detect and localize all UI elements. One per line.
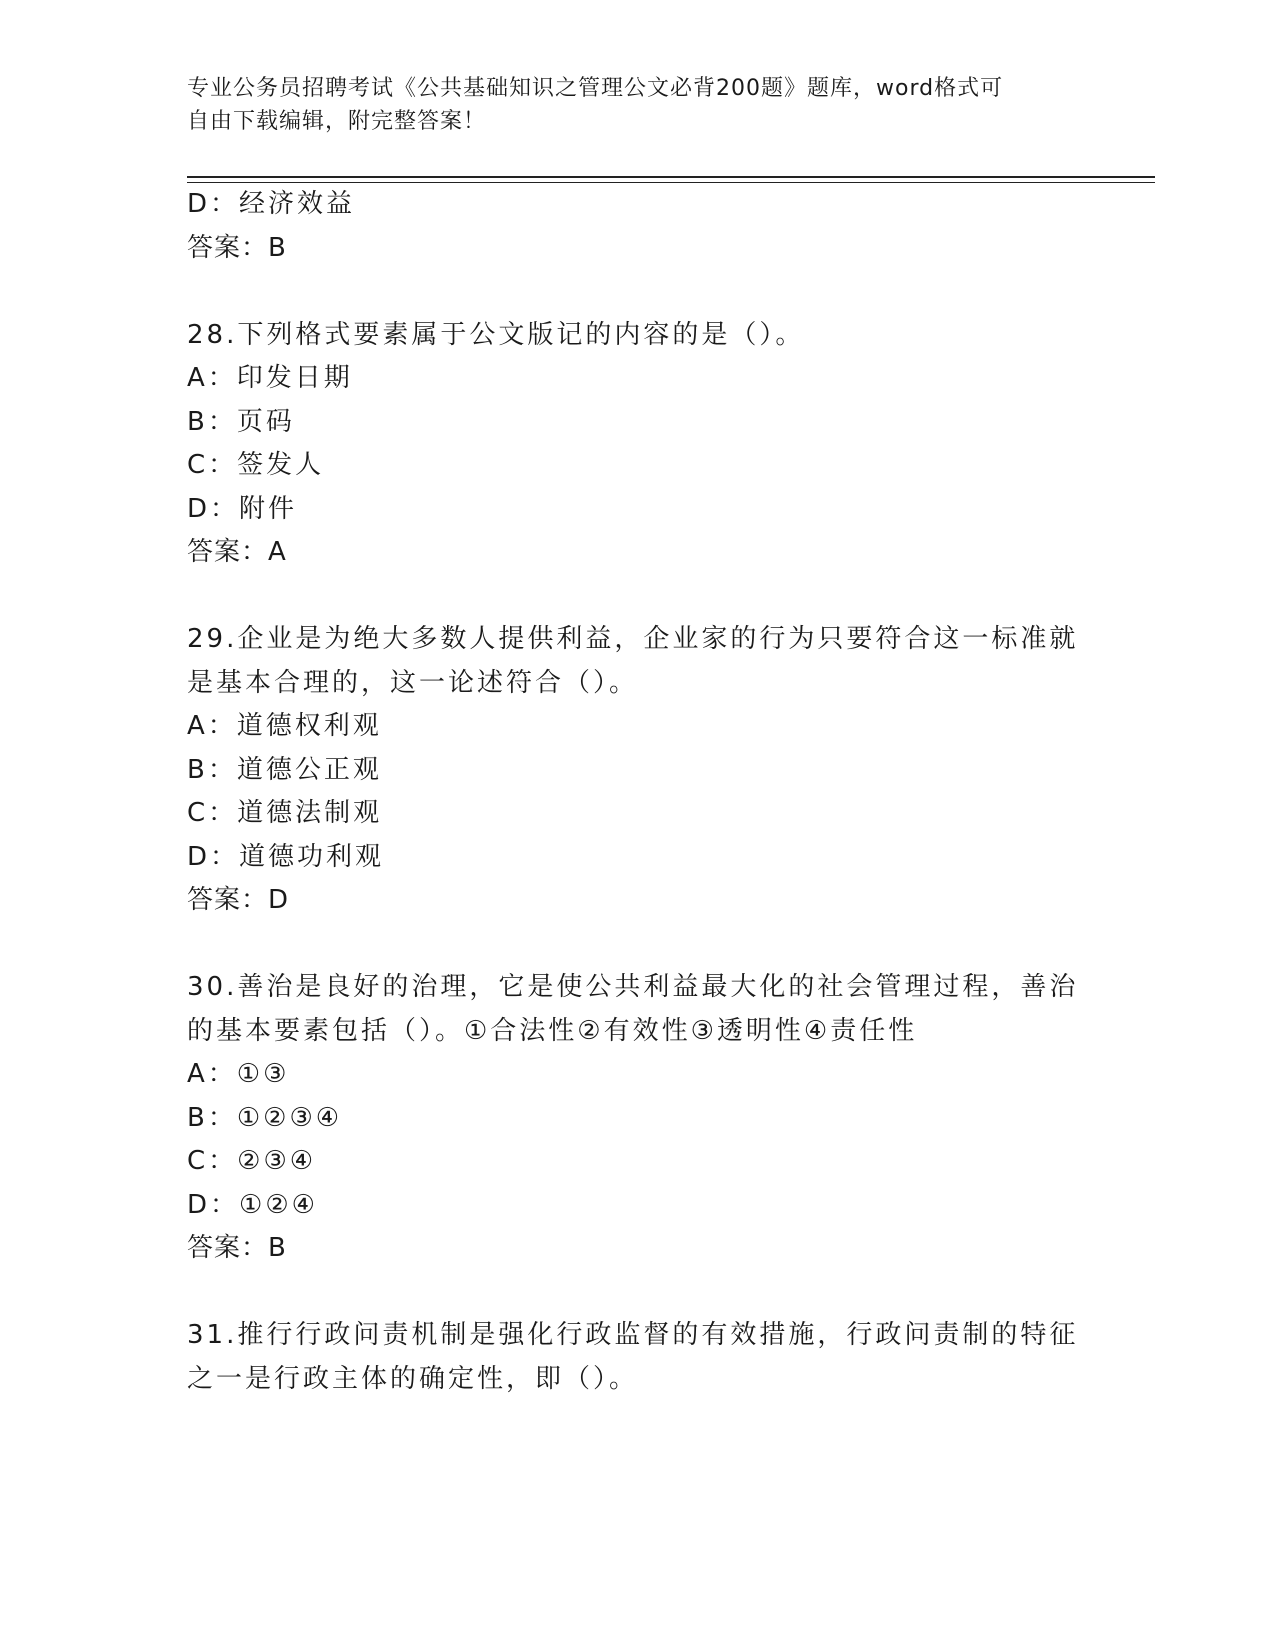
q29-option-c: C：道德法制观: [187, 798, 383, 828]
q29-text-line-1: 29.企业是为绝大多数人提供利益，企业家的行为只要符合这一标准就: [187, 624, 1079, 654]
q31-text-line-2: 之一是行政主体的确定性，即（）。: [187, 1364, 639, 1394]
q29-option-a: A：道德权利观: [187, 711, 382, 741]
q28-option-a: A：印发日期: [187, 363, 353, 393]
prev-answer: 答案：B: [187, 233, 287, 263]
q30-answer: 答案：B: [187, 1233, 287, 1263]
q29-answer: 答案：D: [187, 885, 290, 915]
q30-text-line-1: 30.善治是良好的治理，它是使公共利益最大化的社会管理过程，善治: [187, 972, 1079, 1002]
q30-text-line-2: 的基本要素包括（）。①合法性②有效性③透明性④责任性: [187, 1016, 918, 1046]
q28-option-b: B：页码: [187, 407, 295, 437]
prev-option-d: D：经济效益: [187, 189, 356, 219]
q30-option-d: D：①②④: [187, 1190, 318, 1220]
header-line-2: 自由下载编辑，附完整答案！: [187, 109, 487, 134]
q28-answer: 答案：A: [187, 537, 287, 567]
header-line-1: 专业公务员招聘考试《公共基础知识之管理公文必背200题》题库，word格式可: [187, 76, 1004, 101]
q31-text-line-1: 31.推行行政问责机制是强化行政监督的有效措施，行政问责制的特征: [187, 1320, 1079, 1350]
q30-option-b: B：①②③④: [187, 1103, 343, 1133]
q30-option-c: C：②③④: [187, 1146, 317, 1176]
document-header: [187, 72, 1087, 138]
q30-option-a: A：①③: [187, 1059, 290, 1089]
q29-text-line-2: 是基本合理的，这一论述符合（）。: [187, 668, 639, 698]
header-divider-top: [187, 176, 1155, 178]
q29-option-b: B：道德公正观: [187, 755, 382, 785]
q28-text: 28.下列格式要素属于公文版记的内容的是（）。: [187, 320, 805, 350]
q28-option-c: C：签发人: [187, 450, 325, 480]
q29-option-d: D：道德功利观: [187, 842, 385, 872]
header-divider-bottom: [187, 182, 1155, 183]
q28-option-d: D：附件: [187, 494, 298, 524]
